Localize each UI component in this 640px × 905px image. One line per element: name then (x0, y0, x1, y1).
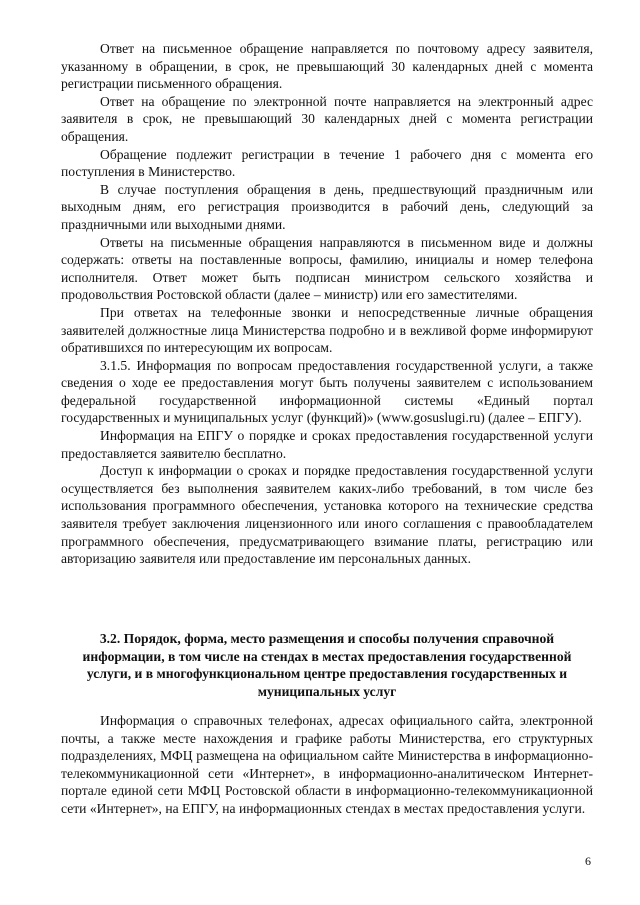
paragraph-written-reply: Ответ на письменное обращение направляется по почтовому адресу заявителя, указанному в обращении, в срок, не превышающий 30 календарных дней с момента регистрации письменного обращения. (61, 41, 593, 92)
section-body-text (61, 712, 593, 818)
page-number: 6 (585, 854, 591, 868)
paragraph-reference-info: Информация о справочных телефонах, адресах официального сайта, электронной почты, а также месте нахождения и графике работы Министерства, его структурных подразделениях, МФЦ размещена на официальном сайте Министерства в информационно-телекоммуникационной сети «Интернет», в информационно-аналитическом Интернет-портале единой сети МФЦ Ростовской области в информационно-телекоммуникационной сети «Интернет», на ЕПГУ, на информационных стендах в местах предоставления услуги. (61, 713, 593, 816)
paragraph-epgu-free: Информация на ЕПГУ о порядке и сроках предоставления государственной услуги предоставляется заявителю бесплатно. (61, 428, 593, 461)
paragraph-access-info: Доступ к информации о сроках и порядке предоставления государственной услуги осуществляется без выполнения заявителем каких-либо требований, в том числе без использования программного обеспечения, установка которого на технические средства заявителя требует заключения лицензионного или иного соглашения с правообладателем программного обеспечения, предусматривающего взимание платы, регистрацию или авторизацию заявителя или предоставление им персональных данных. (61, 463, 593, 567)
paragraph-phone-calls: При ответах на телефонные звонки и непосредственные личные обращения заявителей должностные лица Министерства подробно и в вежливой форме информируют обратившихся по интересующим их вопросам. (61, 304, 593, 356)
section-heading: 3.2. Порядок, форма, место размещения и способы получения справочной информации, в том числе на стендах в местах предоставления государственной услуги, и в многофункциональном центре предоставления государственных и муниципальных услуг (82, 631, 572, 699)
paragraph-holiday-registration: В случае поступления обращения в день, предшествующий праздничным или выходным дням, его регистрация производится в рабочий день, следующий за праздничными или выходными днями. (61, 181, 593, 232)
paragraph-reply-content: Ответы на письменные обращения направляются в письменном виде и должны содержать: ответы на поставленные вопросы, фамилию, инициалы и номер телефона исполнителя. Ответ может быть подписан министром сельского хозяйства и продовольствия Ростовской области (далее – министр) или его заместителями. (61, 234, 593, 303)
paragraph-registration: Обращение подлежит регистрации в течение 1 рабочего дня с момента его поступления в Министерство. (61, 146, 593, 180)
paragraph-email-reply: Ответ на обращение по электронной почте направляется на электронный адрес заявителя в срок, не превышающий 30 календарных дней с момента регистрации обращения. (61, 93, 593, 144)
body-text (61, 40, 593, 568)
paragraph-epgu-info: 3.1.5. Информация по вопросам предоставления государственной услуги, а также сведения о ходе ее предоставления могут быть получены заявителем с использованием федеральной государственной информационной системы «Единый портал государственных и муниципальных услуг (функций)» (www.gosuslugi.ru) (далее – ЕПГУ). (61, 357, 593, 426)
